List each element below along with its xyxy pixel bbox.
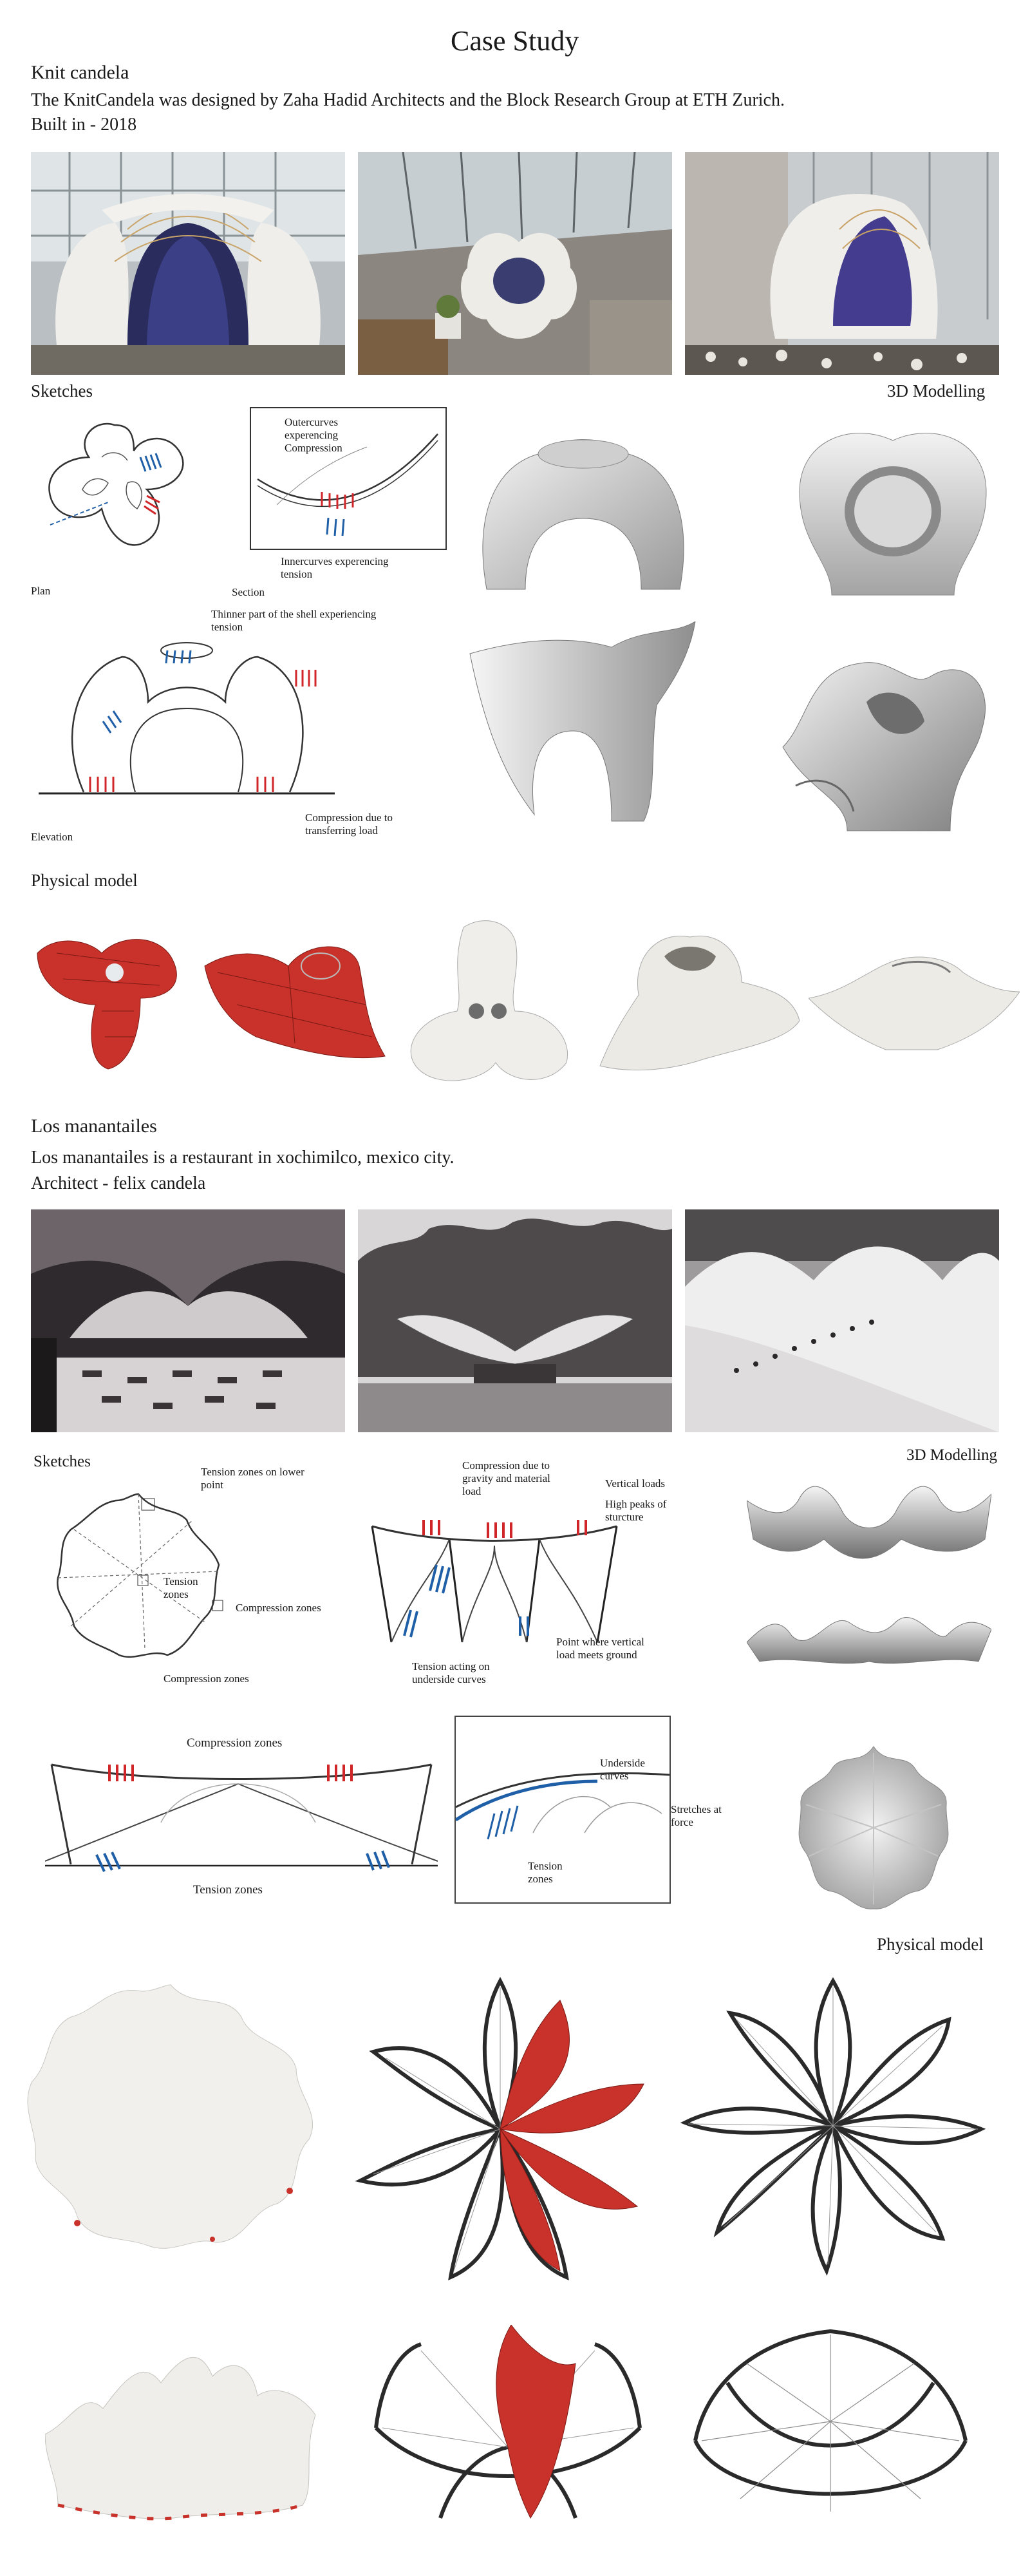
- knit-physical-label: Physical model: [31, 871, 138, 890]
- knit-section-label: Section: [232, 586, 265, 598]
- knit-heading: Knit candela: [31, 62, 129, 83]
- manantiales-model-red-frame-side: [363, 2325, 653, 2531]
- knit-physical-model-red-2: [198, 927, 389, 1066]
- manantiales-plan-sketch: [45, 1481, 232, 1674]
- manantiales-section-compression: Compression zones: [187, 1736, 283, 1750]
- knit-photo-top: [358, 152, 672, 375]
- knit-plan-label: Plan: [31, 585, 51, 597]
- knit-section-sketch: [250, 407, 447, 550]
- manantiales-architect: Architect - felix candela: [31, 1173, 206, 1193]
- knit-innercurves-note: Innercurves experencing tension: [281, 555, 389, 580]
- knit-3d-render-3: [464, 621, 700, 826]
- manantiales-3d-render-top: [793, 1740, 954, 1915]
- manantiales-note-vertical-loads: Vertical loads: [605, 1477, 665, 1490]
- manantiales-3d-render-2: [747, 1597, 991, 1674]
- knit-plan-sketch: [31, 412, 198, 573]
- manantiales-detail-tension: Tension zones: [528, 1860, 563, 1885]
- manantiales-note-tension-underside: Tension acting on underside curves: [412, 1660, 490, 1685]
- manantiales-elevation-sketch: [366, 1507, 623, 1649]
- manantiales-physical-label: Physical model: [877, 1935, 984, 1954]
- manantiales-description: Los manantailes is a restaurant in xochimilco, mexico city.: [31, 1148, 454, 1168]
- manantiales-note-compression-bottom: Compression zones: [164, 1672, 249, 1685]
- knit-physical-model-white-3: [809, 947, 1020, 1056]
- manantiales-modelling-label: 3D Modelling: [906, 1446, 997, 1464]
- manantiales-model-frame-side: [689, 2325, 972, 2531]
- manantiales-model-frame-top: [679, 1975, 988, 2277]
- manantiales-note-vertical-meets: Point where vertical load meets ground: [556, 1636, 644, 1661]
- manantiales-note-compression-gravity: Compression due to gravity and material load: [462, 1459, 550, 1497]
- knit-built-year: Built in - 2018: [31, 115, 137, 135]
- manantiales-section-tension: Tension zones: [193, 1883, 263, 1897]
- knit-physical-model-white-1: [399, 914, 577, 1090]
- manantiales-3d-render-1: [747, 1475, 991, 1565]
- manantiales-section-sketch: [45, 1745, 438, 1893]
- knit-3d-render-1: [467, 415, 698, 596]
- knit-outercurves-note: Outercurves experencing Compression: [285, 416, 342, 454]
- knit-physical-model-red-1: [31, 927, 198, 1075]
- knit-3d-render-2: [787, 415, 999, 601]
- manantiales-note-tension-zones: Tension zones: [164, 1575, 198, 1600]
- manantiales-note-high-peaks: High peaks of sturcture: [605, 1498, 667, 1523]
- knit-description: The KnitCandela was designed by Zaha Hadid Architects and the Block Research Group at ETH Zurich.: [31, 90, 785, 110]
- manantiales-detail-stretches: Stretches at force: [671, 1803, 722, 1828]
- manantiales-detail-sketch: [454, 1716, 671, 1904]
- manantiales-model-white-side: [45, 2344, 322, 2524]
- knit-elevation-sketch: [39, 631, 335, 805]
- knit-3d-render-4: [770, 644, 999, 837]
- knit-modelling-label: 3D Modelling: [887, 381, 986, 401]
- knit-physical-model-white-2: [587, 918, 805, 1079]
- knit-compression-note: Compression due to transferring load: [305, 811, 393, 837]
- manantiales-note-tension-lower: Tension zones on lower point: [201, 1466, 304, 1491]
- knit-photo-front: [31, 152, 345, 375]
- knit-photo-side: [685, 152, 999, 375]
- manantiales-model-red-frame-top: [348, 1975, 653, 2284]
- knit-sketches-label: Sketches: [31, 381, 93, 401]
- manantiales-detail-underside: Underside curves: [600, 1757, 645, 1782]
- manantiales-heading: Los manantailes: [31, 1115, 157, 1137]
- manantiales-photo-roof: [685, 1209, 999, 1432]
- page-title: Case Study: [451, 25, 579, 57]
- manantiales-model-white-top: [19, 1978, 322, 2255]
- manantiales-note-compression-right: Compression zones: [236, 1602, 321, 1614]
- manantiales-photo-exterior: [358, 1209, 672, 1432]
- knit-elevation-label: Elevation: [31, 831, 73, 843]
- knit-thinner-note: Thinner part of the shell experiencing tension: [211, 608, 377, 633]
- manantiales-sketches-label: Sketches: [33, 1453, 91, 1470]
- manantiales-photo-interior: [31, 1209, 345, 1432]
